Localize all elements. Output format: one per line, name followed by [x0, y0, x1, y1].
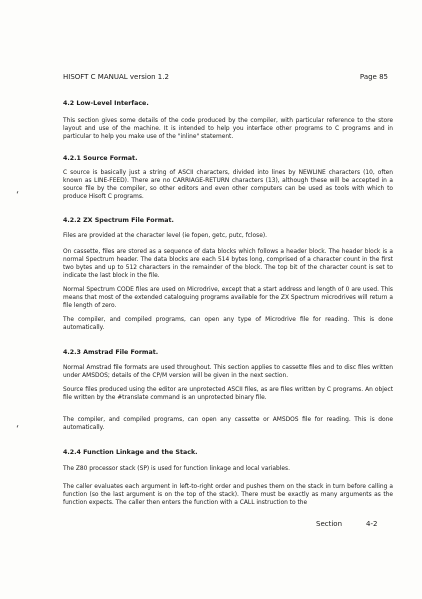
- footer-section-number: 4-2: [366, 520, 378, 528]
- page-number: Page 85: [359, 73, 388, 81]
- section-heading: 4.2.1 Source Format.: [63, 155, 138, 162]
- paragraph: Files are provided at the character level (ie fopen, getc, putc, fclose).: [63, 233, 268, 239]
- paragraph: This section gives some details of the code produced by the compiler, with particular reference to the store layout and use of the machine. It is intended to help you interface other programs to C programs and in particular to help you make use of the "inline" statement.: [63, 118, 393, 140]
- section-heading: 4.2.3 Amstrad File Format.: [63, 349, 159, 356]
- margin-bracket-mark: ‘: [16, 424, 20, 435]
- paragraph: The Z80 processor stack (SP) is used for function linkage and local variables.: [63, 466, 290, 472]
- footer-section-label: Section: [316, 520, 343, 528]
- manual-title: HISOFT C MANUAL version 1.2: [63, 73, 169, 81]
- paragraph: Normal Spectrum CODE files are used on Microdrive, except that a start address and length of 0 are used. This means that most of the extended cataloguing programs available for the ZX Spectrum microdrives will return a file length of zero.: [63, 287, 393, 309]
- paragraph: Normal Amstrad file formats are used throughout. This section applies to cassette files and to disc files written under AMSDOS; details of the CP/M version will be given in the next section.: [63, 365, 393, 379]
- paragraph: The compiler, and compiled programs, can open any cassette or AMSDOS file for reading. This is done automatically.: [63, 417, 393, 431]
- margin-bracket-mark: ‘: [16, 190, 20, 201]
- paragraph: C source is basically just a string of ASCII characters, divided into lines by NEWLINE characters (10, often known as LINE-FEED). There are no CARRIAGE-RETURN characters (13), although these will be accepted in a source file by the compiler, so other editors and even other computers can be used as tools with which to produce Hisoft C programs.: [63, 170, 393, 200]
- section-heading: 4.2.2 ZX Spectrum File Format.: [63, 217, 174, 224]
- paragraph: On cassette, files are stored as a sequence of data blocks which follows a header block. The header block is a normal Spectrum header. The data blocks are each 514 bytes long, comprised of a character count in the first two bytes and up to 512 characters in the remainder of the block. The top bit of the character count is set to indicate the last block in the file.: [63, 249, 393, 279]
- paragraph: The caller evaluates each argument in left-to-right order and pushes them on the stack in turn before calling a function (so the last argument is on the top of the stack). There must be exactly as many arguments as the function expects. The caller then enters the function with a CALL instruction to the: [63, 484, 393, 506]
- paragraph: The compiler, and compiled programs, can open any type of Microdrive file for reading. This is done automatically.: [63, 317, 393, 331]
- paragraph: Source files produced using the editor are unprotected ASCII files, as are files written by C programs. An object file written by the #translate command is an unprotected binary file.: [63, 387, 393, 401]
- section-heading: 4.2 Low-Level Interface.: [63, 100, 149, 107]
- section-heading: 4.2.4 Function Linkage and the Stack.: [63, 449, 198, 456]
